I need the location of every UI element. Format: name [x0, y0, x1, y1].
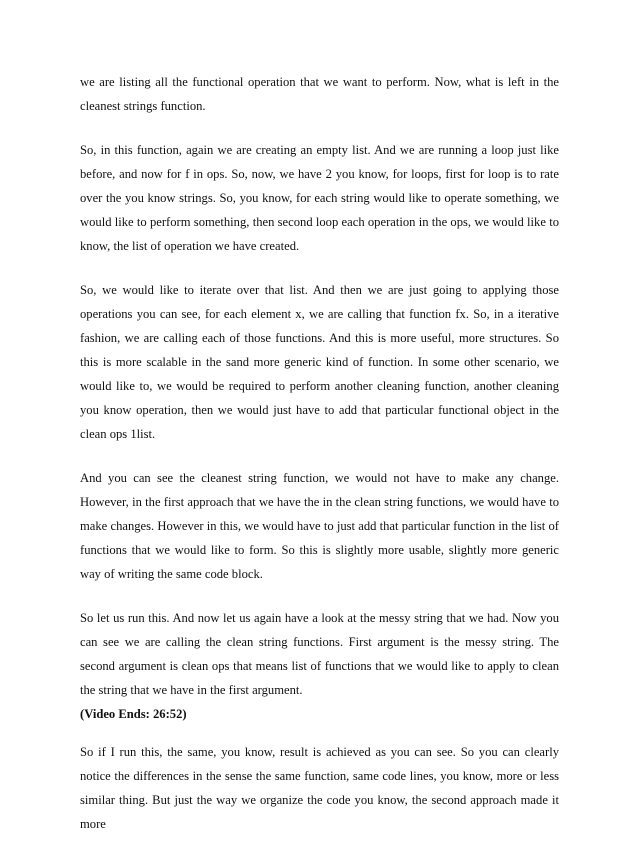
- document-body: [80, 70, 559, 856]
- paragraph-2: So, in this function, again we are creating an empty list. And we are running a loop just like before, and now for f in ops. So, now, we have 2 you know, for loops, first for loop is to rate over the you know strings. So, you know, for each string would like to operate something, we would like to perform something, then second loop each operation in the ops, we would like to know, the list of operation we have created.: [80, 143, 559, 253]
- paragraph-5: So let us run this. And now let us again have a look at the messy string that we had. Now you can see we are calling the clean string functions. First argument is the messy string. The second argument is clean ops that means list of functions that we would like to apply to clean the string that we have in the first argument.: [80, 611, 559, 697]
- paragraph-4: And you can see the cleanest string function, we would not have to make any change. However, in the first approach that we have the in the clean string functions, we would have to make changes. However in this, we would have to just add that particular function in the list of functions that we would like to form. So this is slightly more usable, slightly more generic way of writing the same code block.: [80, 471, 559, 581]
- paragraph-1: we are listing all the functional operation that we want to perform. Now, what is left in the cleanest strings function.: [80, 75, 559, 113]
- paragraph-3: So, we would like to iterate over that list. And then we are just going to applying those operations you can see, for each element x, we are calling that function fx. So, in a iterative fashion, we are calling each of those functions. And this is more useful, more structures. So this is more scalable in the sand more generic kind of function. In some other scenario, we would like to, we would be required to perform another cleaning function, another cleaning you know operation, then we would just have to add that particular functional object in the clean ops 1list.: [80, 283, 559, 441]
- paragraph-6: So if I run this, the same, you know, result is achieved as you can see. So you can clearly notice the differences in the sense the same function, same code lines, you know, more or less similar thing. But just the way we organize the code you know, the second approach made it more: [80, 745, 559, 831]
- video-end-marker: (Video Ends: 26:52): [80, 707, 187, 721]
